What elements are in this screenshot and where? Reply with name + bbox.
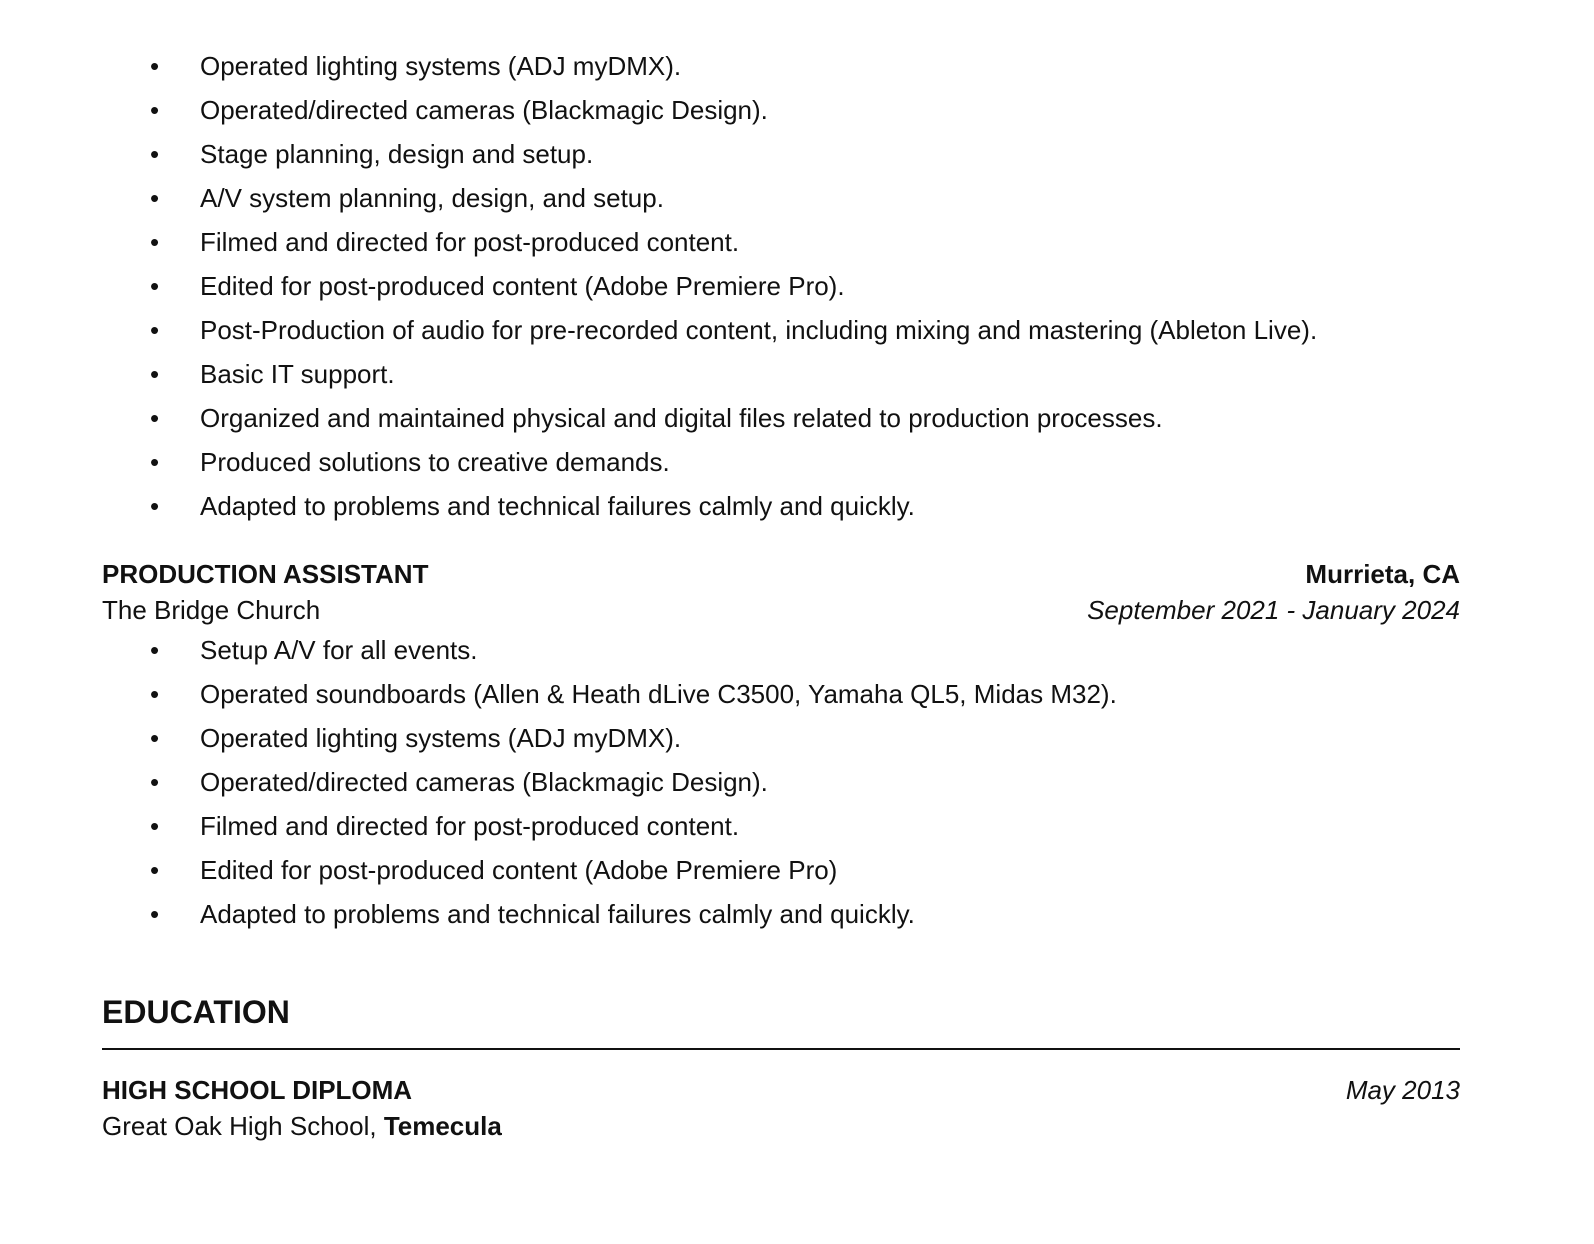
job-location: Murrieta, CA [1305,559,1460,589]
resume-page [102,44,1460,1144]
bullet-item: • Basic IT support. [102,352,1460,396]
section-divider [102,1048,1460,1050]
bullet-item: • Edited for post-produced content (Adobe Premiere Pro). [102,264,1460,308]
job-org-row [102,592,1460,628]
bullet-item: • Post-Production of audio for pre-recorded content, including mixing and mastering (Ableton Live). [102,308,1460,352]
school-line [102,1108,1460,1144]
bullet-item: • Operated lighting systems (ADJ myDMX). [102,716,1460,760]
bullet-item: • Operated soundboards (Allen & Heath dLive C3500, Yamaha QL5, Midas M32). [102,672,1460,716]
job-dates: September 2021 - January 2024 [1087,595,1460,625]
job-title-row [102,556,1460,592]
bullet-item: • Setup A/V for all events. [102,628,1460,672]
bullet-item: • A/V system planning, design, and setup. [102,176,1460,220]
education-entry [102,1072,1460,1144]
bullet-item: • Filmed and directed for post-produced content. [102,220,1460,264]
school-name: Great Oak High School, [102,1111,377,1141]
graduation-date: May 2013 [1345,1075,1460,1105]
bullet-item: • Operated/directed cameras (Blackmagic Design). [102,88,1460,132]
degree-title: HIGH SCHOOL DIPLOMA [102,1075,413,1105]
previous-job-bullet-list [102,44,1460,528]
bullet-item: • Adapted to problems and technical failures calmly and quickly. [102,892,1460,936]
degree-row [102,1072,1460,1108]
bullet-item: • Operated/directed cameras (Blackmagic Design). [102,760,1460,804]
bullet-item: • Organized and maintained physical and digital files related to production processes. [102,396,1460,440]
job-header [102,556,1460,628]
bullet-item: • Produced solutions to creative demands. [102,440,1460,484]
bullet-item: • Adapted to problems and technical failures calmly and quickly. [102,484,1460,528]
bullet-item: • Stage planning, design and setup. [102,132,1460,176]
bullet-item: • Edited for post-produced content (Adobe Premiere Pro) [102,848,1460,892]
job-bullet-list [102,628,1460,936]
school-city: Temecula [383,1111,502,1141]
education-heading: EDUCATION [102,994,290,1030]
job-title: PRODUCTION ASSISTANT [102,559,429,589]
bullet-item: • Filmed and directed for post-produced content. [102,804,1460,848]
job-organization: The Bridge Church [102,595,321,625]
bullet-item: • Operated lighting systems (ADJ myDMX). [102,44,1460,88]
